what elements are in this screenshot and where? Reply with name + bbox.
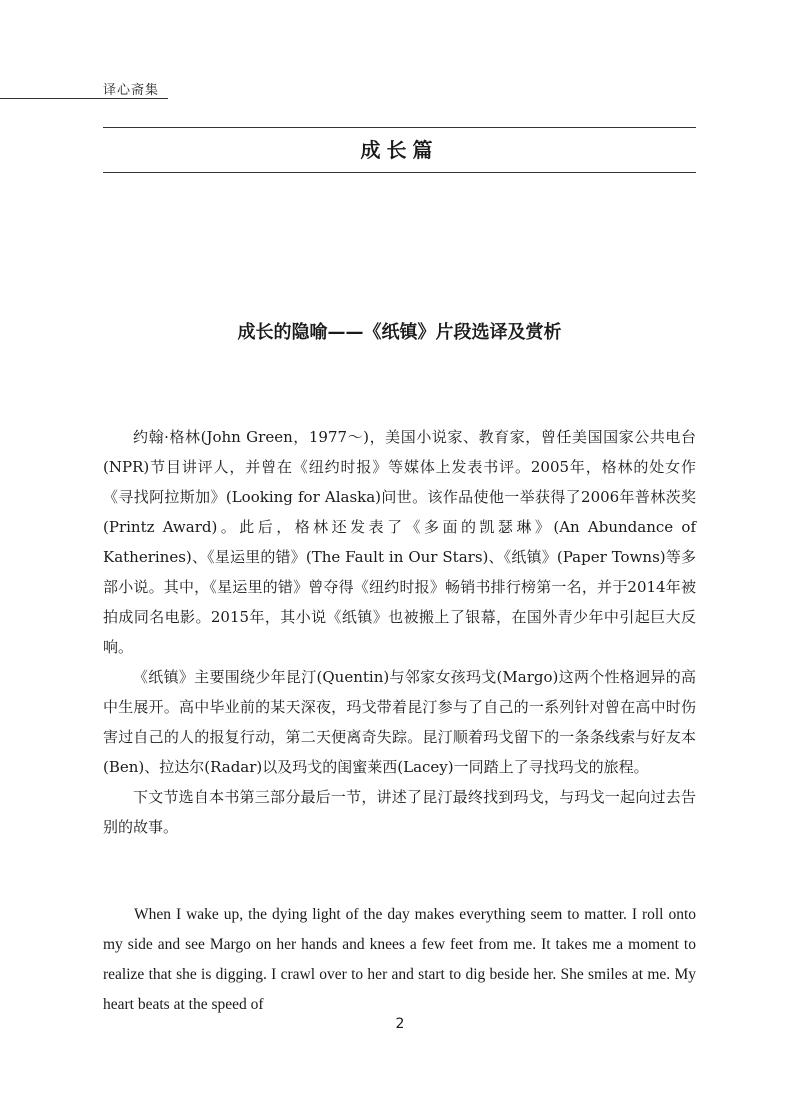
article-title: 成长的隐喻——《纸镇》片段选译及赏析 [237, 322, 562, 343]
page-number: 2 [395, 1016, 405, 1032]
running-head: 译心斋集 [103, 83, 160, 98]
section-title: 成长篇 [360, 138, 439, 162]
section-rule-bottom [103, 172, 696, 173]
paragraph: When I wake up, the dying light of the day makes everything seem to matter. I roll onto my side and see Margo on her hands and knees a few feet from me. It takes me a moment to realize that she is digging. I crawl over to her and start to dig beside her. She smiles at me. My heart beats at the speed of [103, 906, 696, 1013]
paragraph: 约翰·格林(John Green，1977～)，美国小说家、教育家，曾任美国国家公共电台(NPR)节目讲评人，并曾在《纽约时报》等媒体上发表书评。2005年，格林的处女作《寻找阿拉斯加》(Looking for Alaska)问世。该作品使他一举获得了2006年普林茨奖(Printz Award)。此后，格林还发表了《多面的凯瑟琳》(An Abundance of Katherines)、《星运里的错》(The Fault in Our Stars)、《纸镇》(Paper Towns)等多部小说。其中，《星运里的错》曾夺得《纽约时报》畅销书排行榜第一名，并于2014年被拍成同名电影。2015年，其小说《纸镇》也被搬上了银幕，在国外青少年中引起巨大反响。 [103, 428, 696, 656]
header-rule [0, 98, 168, 99]
paragraph: 下文节选自本书第三部分最后一节，讲述了昆汀最终找到玛戈，与玛戈一起向过去告别的故事。 [103, 788, 696, 836]
english-excerpt [103, 900, 696, 1020]
chinese-body [103, 422, 696, 842]
paragraph: 《纸镇》主要围绕少年昆汀(Quentin)与邻家女孩玛戈(Margo)这两个性格迥异的高中生展开。高中毕业前的某天深夜，玛戈带着昆汀参与了自己的一系列针对曾在高中时伤害过自己的人的报复行动，第二天便离奇失踪。昆汀顺着玛戈留下的一条条线索与好友本(Ben)、拉达尔(Radar)以及玛戈的闺蜜莱西(Lacey)一同踏上了寻找玛戈的旅程。 [103, 668, 696, 776]
